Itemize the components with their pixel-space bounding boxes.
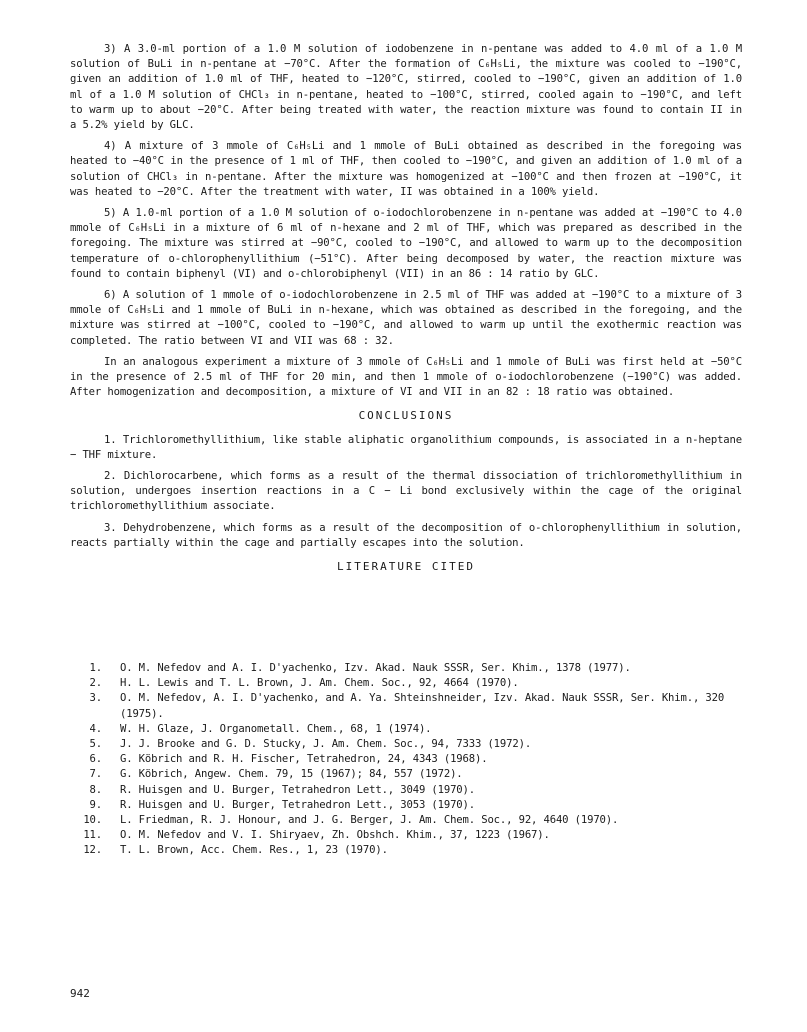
paragraph-analogous-experiment: In an analogous experiment a mixture of 3 mmole of C₆H₅Li and 1 mmole of BuLi was first held at −50°C in the presence of 2.5 ml of THF for 20 min, and then 1 mmole of o-iodochlorobenzene (−190°C) was added. After homogenization and decomposition, a mixture of VI and VII in an 82 : 18 ratio was obtained. bbox=[70, 355, 742, 399]
reference-item bbox=[70, 767, 760, 782]
reference-item bbox=[70, 691, 760, 721]
reference-text: O. M. Nefedov and V. I. Shiryaev, Zh. Obshch. Khim., 37, 1223 (1967). bbox=[120, 829, 550, 842]
reference-text: O. M. Nefedov and A. I. D'yachenko, Izv. Akad. Nauk SSSR, Ser. Khim., 1378 (1977). bbox=[120, 662, 631, 674]
reference-item bbox=[70, 828, 760, 843]
body-text bbox=[70, 42, 742, 583]
reference-text: R. Huisgen and U. Burger, Tetrahedron Lett., 3049 (1970). bbox=[120, 783, 475, 796]
reference-text: H. L. Lewis and T. L. Brown, J. Am. Chem. Soc., 92, 4664 (1970). bbox=[120, 677, 519, 690]
paragraph-procedure-5: 5) A 1.0-ml portion of a 1.0 M solution of o-iodochlorobenzene in n-pentane was added at −190°C to 4.0 mmole of C₆H₅Li in a mixture of 6 ml of n-hexane and 2 ml of THF, which was prepared as described in the foregoing. The mixture was stirred at −90°C, cooled to −190°C, and allowed to warm up to the decomposition temperature of o-chlorophenyllithium (−51°C). After being decomposed by water, the reaction mixture was found to contain biphenyl (VI) and o-chlorobiphenyl (VII) in an 86 : 14 ratio by GLC. bbox=[70, 207, 742, 280]
reference-item bbox=[70, 737, 760, 752]
paragraph-procedure-3: 3) A 3.0-ml portion of a 1.0 M solution of iodobenzene in n-pentane was added to 4.0 ml of a 1.0 M solution of BuLi in n-pentane at −70°C. After the formation of C₆H₅Li, the mixture was cooled to −190°C, given an addition of 1.0 ml of THF, heated to −120°C, stirred, cooled to −190°C, given an addition of 1.0 ml of a 1.0 M solution of CHCl₃ in n-pentane, heated to −100°C, stirred, cooled again to −190°C, and left to warm up to about −20°C. After being treated with water, the reaction mixture was found to contain II in a 5.2% yield by GLC. bbox=[70, 43, 742, 132]
reference-text: W. H. Glaze, J. Organometall. Chem., 68, 1 (1974). bbox=[120, 722, 432, 735]
reference-number: 3. bbox=[89, 692, 102, 705]
reference-item bbox=[70, 813, 760, 828]
conclusions-heading: CONCLUSIONS bbox=[358, 409, 454, 423]
literature-cited-heading: LITERATURE CITED bbox=[337, 560, 475, 574]
reference-item bbox=[70, 798, 760, 813]
conclusion-2: 2. Dichlorocarbene, which forms as a result of the thermal dissociation of trichloromethyllithium in solution, undergoes insertion reactions in a C − Li bond exclusively within the cage of the original trichloromethyllithium associate. bbox=[70, 470, 742, 513]
reference-item bbox=[70, 722, 760, 737]
reference-text: L. Friedman, R. J. Honour, and J. G. Berger, J. Am. Chem. Soc., 92, 4640 (1970). bbox=[120, 814, 619, 827]
reference-item bbox=[70, 843, 760, 858]
paragraph-procedure-4: 4) A mixture of 3 mmole of C₆H₅Li and 1 mmole of BuLi obtained as described in the foregoing was heated to −40°C in the presence of 1 ml of THF, then cooled to −190°C, and given an addition of 1.0 ml of a solution of CHCl₃ in n-pentane. After the mixture was homogenized at −100°C and then frozen at −190°C, it was heated to −20°C. After the treatment with water, II was obtained in a 100% yield. bbox=[70, 140, 742, 198]
reference-number: 11. bbox=[83, 829, 102, 842]
reference-number: 4. bbox=[89, 722, 102, 735]
reference-list bbox=[70, 661, 760, 859]
reference-item bbox=[70, 752, 760, 767]
reference-item bbox=[70, 783, 760, 798]
reference-text: T. L. Brown, Acc. Chem. Res., 1, 23 (1970). bbox=[120, 844, 388, 857]
reference-number: 8. bbox=[89, 783, 102, 796]
conclusion-1: 1. Trichloromethyllithium, like stable aliphatic organolithium compounds, is associated in a n-heptane − THF mixture. bbox=[70, 433, 742, 461]
conclusion-3: 3. Dehydrobenzene, which forms as a result of the decomposition of o-chlorophenyllithium in solution, reacts partially within the cage and partially escapes into the solution. bbox=[70, 521, 742, 549]
reference-number: 7. bbox=[89, 768, 102, 781]
reference-number: 10. bbox=[83, 814, 102, 827]
reference-item bbox=[70, 661, 760, 676]
reference-number: 2. bbox=[89, 677, 102, 690]
reference-text: J. J. Brooke and G. D. Stucky, J. Am. Chem. Soc., 94, 7333 (1972). bbox=[120, 738, 532, 751]
reference-number: 9. bbox=[89, 798, 102, 811]
reference-item bbox=[70, 676, 760, 691]
reference-number: 6. bbox=[89, 753, 102, 766]
paragraph-procedure-6: 6) A solution of 1 mmole of o-iodochlorobenzene in 2.5 ml of THF was added at −190°C to a mixture of 3 mmole of C₆H₅Li and 1 mmole of BuLi in n-hexane, which was obtained as described in the foregoing, and the mixture was stirred at −100°C, cooled to −190°C, and allowed to warm up until the exothermic reaction was completed. The ratio between VI and VII was 68 : 32. bbox=[70, 289, 742, 347]
page-number: 942 bbox=[70, 987, 90, 1000]
reference-number: 12. bbox=[83, 844, 102, 857]
reference-text: O. M. Nefedov, A. I. D'yachenko, and A. Ya. Shteinshneider, Izv. Akad. Nauk SSSR, Ser. Khim., 320 (1975). bbox=[120, 692, 725, 720]
reference-text: G. Köbrich and R. H. Fischer, Tetrahedron, 24, 4343 (1968). bbox=[120, 753, 488, 766]
reference-number: 5. bbox=[89, 738, 102, 751]
reference-number: 1. bbox=[89, 662, 102, 674]
reference-text: R. Huisgen and U. Burger, Tetrahedron Lett., 3053 (1970). bbox=[120, 798, 475, 811]
reference-text: G. Köbrich, Angew. Chem. 79, 15 (1967); 84, 557 (1972). bbox=[120, 768, 463, 781]
